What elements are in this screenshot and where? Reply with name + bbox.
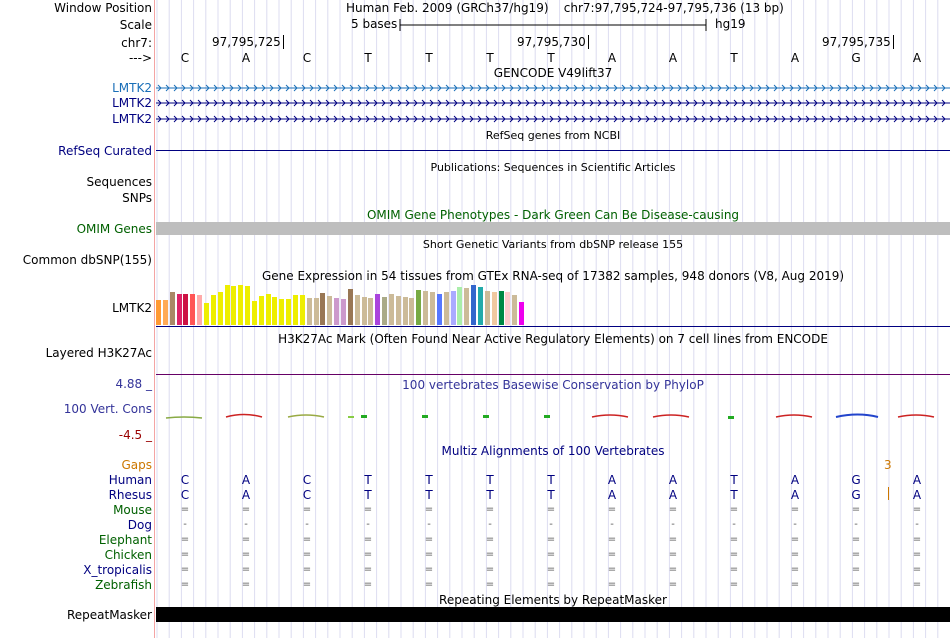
scale-text: 5 bases xyxy=(351,17,398,31)
alignment-cell: = xyxy=(912,564,922,575)
alignment-cell: A xyxy=(607,473,617,487)
base-letter: A xyxy=(607,51,617,65)
gtex-tissue-bar[interactable] xyxy=(238,285,243,325)
gtex-tissue-bar[interactable] xyxy=(190,294,195,325)
alignment-cell: - xyxy=(366,519,370,530)
gtex-tissue-bar[interactable] xyxy=(211,295,216,325)
coord-tick-3: 97,795,735 xyxy=(822,35,894,49)
alignment-cell: = xyxy=(790,534,800,545)
phylop-track-title[interactable]: 100 vertebrates Basewise Conservation by PhyloP xyxy=(402,378,704,392)
alignment-cell: = xyxy=(790,564,800,575)
base-letter: G xyxy=(851,51,861,65)
publications-snps-label[interactable]: SNPs xyxy=(122,191,152,205)
alignment-cell: A xyxy=(912,473,922,487)
alignment-cell: = xyxy=(546,564,556,575)
alignment-cell: = xyxy=(851,534,861,545)
alignment-cell: = xyxy=(851,564,861,575)
refseq-gene-line[interactable] xyxy=(156,150,950,151)
alignment-cell: T xyxy=(486,473,494,487)
scale-db: hg19 xyxy=(715,17,746,31)
gtex-tissue-bar[interactable] xyxy=(259,296,264,325)
gtex-tissue-bar[interactable] xyxy=(320,293,325,325)
alignment-cell: = xyxy=(424,564,434,575)
alignment-cell: = xyxy=(485,564,495,575)
base-letter: C xyxy=(180,51,190,65)
multiz-gaps-label[interactable]: Gaps xyxy=(121,458,152,472)
alignment-cell: - xyxy=(244,519,248,530)
alignment-cell: = xyxy=(912,549,922,560)
gtex-tissue-bar[interactable] xyxy=(451,291,456,325)
alignment-cell: = xyxy=(485,504,495,515)
alignment-cell: T xyxy=(425,473,433,487)
alignment-cell: = xyxy=(363,549,373,560)
alignment-cell: = xyxy=(180,579,190,590)
base-letter: A xyxy=(912,51,922,65)
alignment-cell: C xyxy=(180,488,190,502)
gtex-tissue-bar[interactable] xyxy=(156,300,161,325)
alignment-cell: A xyxy=(607,488,617,502)
gtex-tissue-bar[interactable] xyxy=(362,297,367,325)
gtex-tissue-bar[interactable] xyxy=(266,294,271,325)
gtex-tissue-bar[interactable] xyxy=(279,299,284,325)
gtex-tissue-bar[interactable] xyxy=(471,285,476,325)
alignment-cell: = xyxy=(668,549,678,560)
alignment-cell: = xyxy=(485,549,495,560)
base-letter: C xyxy=(302,51,312,65)
alignment-cell: = xyxy=(363,504,373,515)
alignment-cell: - xyxy=(732,519,736,530)
alignment-cell: = xyxy=(363,564,373,575)
alignment-cell: = xyxy=(180,564,190,575)
gtex-tissue-bar[interactable] xyxy=(197,295,202,325)
alignment-cell: T xyxy=(425,488,433,502)
species-label-chicken[interactable]: Chicken xyxy=(104,548,152,562)
gtex-tissue-bar[interactable] xyxy=(307,298,312,325)
alignment-cell: A xyxy=(241,488,251,502)
alignment-cell: = xyxy=(912,579,922,590)
window-position-label: Window Position xyxy=(54,1,152,15)
alignment-cell: = xyxy=(912,534,922,545)
base-letter: T xyxy=(364,51,372,65)
alignment-cell: C xyxy=(180,473,190,487)
gtex-tissue-bar[interactable] xyxy=(272,297,277,325)
gtex-expression-bars[interactable] xyxy=(156,285,536,325)
alignment-cell: - xyxy=(671,519,675,530)
gtex-tissue-bar[interactable] xyxy=(389,294,394,325)
alignment-cell: T xyxy=(364,488,372,502)
gtex-tissue-bar[interactable] xyxy=(409,298,414,325)
gtex-tissue-bar[interactable] xyxy=(245,286,250,325)
assembly-title[interactable]: Human Feb. 2009 (GRCh37/hg19) chr7:97,795,724-97,795,736 (13 bp) xyxy=(346,1,784,15)
alignment-cell: T xyxy=(547,473,555,487)
scale-bar xyxy=(398,17,710,33)
phylop-track-label[interactable]: 100 Vert. Cons xyxy=(63,402,152,416)
alignment-cell: - xyxy=(610,519,614,530)
refseq-curated-label[interactable]: RefSeq Curated xyxy=(58,144,152,158)
species-label-elephant[interactable]: Elephant xyxy=(98,533,152,547)
alignment-cell: = xyxy=(546,504,556,515)
alignment-cell: = xyxy=(241,504,251,515)
gtex-tissue-bar[interactable] xyxy=(341,299,346,325)
refseq-track-title[interactable]: RefSeq genes from NCBI xyxy=(485,129,621,142)
multiz-gap-marker xyxy=(888,487,889,500)
base-letter: A xyxy=(668,51,678,65)
alignment-cell: = xyxy=(790,504,800,515)
alignment-cell: - xyxy=(305,519,309,530)
alignment-cell: A xyxy=(912,488,922,502)
gtex-tissue-bar[interactable] xyxy=(368,298,373,325)
alignment-cell: C xyxy=(302,488,312,502)
alignment-cell: = xyxy=(790,549,800,560)
gtex-tissue-bar[interactable] xyxy=(355,295,360,325)
alignment-cell: = xyxy=(668,504,678,515)
gencode-gene-label-1[interactable]: LMTK2 xyxy=(112,81,152,95)
alignment-cell: = xyxy=(424,504,434,515)
alignment-cell: = xyxy=(241,579,251,590)
gtex-tissue-bar[interactable] xyxy=(457,287,462,325)
gencode-track-title[interactable]: GENCODE V49lift37 xyxy=(493,66,613,80)
alignment-cell: = xyxy=(729,504,739,515)
gtex-tissue-bar[interactable] xyxy=(348,289,353,325)
alignment-cell: - xyxy=(427,519,431,530)
alignment-cell: - xyxy=(549,519,553,530)
alignment-cell: = xyxy=(729,579,739,590)
alignment-cell: A xyxy=(668,488,678,502)
species-label-x_tropicalis[interactable]: X_tropicalis xyxy=(83,563,152,577)
alignment-cell: = xyxy=(546,549,556,560)
gtex-tissue-bar[interactable] xyxy=(334,298,339,325)
alignment-cell: = xyxy=(241,549,251,560)
gtex-tissue-bar[interactable] xyxy=(437,294,442,325)
gtex-tissue-bar[interactable] xyxy=(396,296,401,325)
alignment-cell: = xyxy=(180,549,190,560)
alignment-cell: = xyxy=(180,504,190,515)
scale-label: Scale xyxy=(119,18,152,32)
gtex-tissue-bar[interactable] xyxy=(225,285,230,325)
alignment-cell: = xyxy=(546,579,556,590)
alignment-cell: = xyxy=(241,564,251,575)
dbsnp-label[interactable]: Common dbSNP(155) xyxy=(22,253,152,267)
gtex-gene-line xyxy=(156,326,950,327)
gtex-tissue-bar[interactable] xyxy=(430,292,435,325)
gtex-tissue-bar[interactable] xyxy=(375,294,380,325)
alignment-cell: A xyxy=(241,473,251,487)
alignment-cell: = xyxy=(424,579,434,590)
gtex-tissue-bar[interactable] xyxy=(183,294,188,325)
species-label-human[interactable]: Human xyxy=(108,473,152,487)
alignment-cell: = xyxy=(546,534,556,545)
base-letter: T xyxy=(425,51,433,65)
gtex-tissue-bar[interactable] xyxy=(382,297,387,325)
gtex-tissue-bar[interactable] xyxy=(293,295,298,325)
gtex-gene-label[interactable]: LMTK2 xyxy=(112,301,152,315)
species-label-rhesus[interactable]: Rhesus xyxy=(108,488,152,502)
gtex-track-title[interactable]: Gene Expression in 54 tissues from GTEx RNA-seq of 17382 samples, 948 donors (V8, Aug 2019) xyxy=(261,269,845,283)
alignment-cell: = xyxy=(729,564,739,575)
omim-gene-bar[interactable] xyxy=(156,222,950,235)
alignment-cell: T xyxy=(486,488,494,502)
alignment-cell: = xyxy=(668,564,678,575)
alignment-cell: = xyxy=(302,579,312,590)
gtex-tissue-bar[interactable] xyxy=(499,291,504,325)
repeatmasker-element-bar[interactable] xyxy=(156,607,950,622)
chr-label: chr7: xyxy=(121,36,152,50)
gtex-tissue-bar[interactable] xyxy=(485,291,490,325)
gencode-gene-label-3[interactable]: LMTK2 xyxy=(112,112,152,126)
publications-track-title[interactable]: Publications: Sequences in Scientific Articles xyxy=(430,161,676,174)
gtex-tissue-bar[interactable] xyxy=(300,295,305,325)
gtex-tissue-bar[interactable] xyxy=(231,286,236,325)
alignment-cell: = xyxy=(302,564,312,575)
alignment-cell: G xyxy=(851,488,861,502)
gtex-tissue-bar[interactable] xyxy=(464,288,469,325)
alignment-cell: - xyxy=(854,519,858,530)
alignment-cell: - xyxy=(488,519,492,530)
alignment-cell: = xyxy=(851,579,861,590)
alignment-cell: A xyxy=(668,473,678,487)
h3k27ac-track-title[interactable]: H3K27Ac Mark (Often Found Near Active Regulatory Elements) on 7 cell lines from ENCODE xyxy=(278,332,828,346)
gtex-tissue-bar[interactable] xyxy=(286,299,291,325)
gencode-gene-label-2[interactable]: LMTK2 xyxy=(112,96,152,110)
publications-sequences-label[interactable]: Sequences xyxy=(86,175,152,189)
alignment-cell: - xyxy=(183,519,187,530)
alignment-cell: = xyxy=(729,534,739,545)
base-letter: T xyxy=(547,51,555,65)
alignment-cell: = xyxy=(607,564,617,575)
h3k27ac-label[interactable]: Layered H3K27Ac xyxy=(45,346,152,360)
phylop-wiggle[interactable] xyxy=(156,408,950,424)
alignment-cell: = xyxy=(363,579,373,590)
gtex-tissue-bar[interactable] xyxy=(416,290,421,325)
alignment-cell: G xyxy=(851,473,861,487)
species-label-dog[interactable]: Dog xyxy=(127,518,152,532)
alignment-cell: = xyxy=(729,549,739,560)
alignment-cell: = xyxy=(363,534,373,545)
multiz-gap-count[interactable]: 3 xyxy=(884,458,892,472)
alignment-cell: = xyxy=(668,579,678,590)
gtex-tissue-bar[interactable] xyxy=(314,298,319,325)
coord-tick-2: 97,795,730 xyxy=(517,35,589,49)
gtex-tissue-bar[interactable] xyxy=(444,292,449,325)
gtex-tissue-bar[interactable] xyxy=(478,287,483,325)
gtex-tissue-bar[interactable] xyxy=(492,292,497,325)
gtex-tissue-bar[interactable] xyxy=(252,301,257,325)
alignment-cell: T xyxy=(547,488,555,502)
species-label-mouse[interactable]: Mouse xyxy=(113,503,152,517)
phylop-max-label: 4.88 _ xyxy=(115,377,152,391)
gtex-tissue-bar[interactable] xyxy=(423,291,428,325)
alignment-cell: = xyxy=(607,549,617,560)
gtex-tissue-bar[interactable] xyxy=(218,292,223,325)
alignment-cell: = xyxy=(668,534,678,545)
alignment-cell: = xyxy=(851,549,861,560)
alignment-cell: = xyxy=(485,534,495,545)
alignment-cell: - xyxy=(915,519,919,530)
strand-label: ---> xyxy=(128,51,152,65)
position-text: chr7:97,795,724-97,795,736 (13 bp) xyxy=(563,1,784,15)
alignment-cell: = xyxy=(180,534,190,545)
alignment-cell: = xyxy=(790,579,800,590)
alignment-cell: A xyxy=(790,488,800,502)
alignment-cell: A xyxy=(790,473,800,487)
alignment-cell: = xyxy=(424,534,434,545)
gtex-tissue-bar[interactable] xyxy=(170,292,175,325)
alignment-cell: = xyxy=(607,504,617,515)
omim-genes-label[interactable]: OMIM Genes xyxy=(76,222,152,236)
alignment-cell: = xyxy=(851,504,861,515)
alignment-cell: T xyxy=(364,473,372,487)
gtex-tissue-bar[interactable] xyxy=(204,303,209,325)
alignment-cell: = xyxy=(912,504,922,515)
base-letter: T xyxy=(486,51,494,65)
alignment-cell: C xyxy=(302,473,312,487)
alignment-cell: = xyxy=(302,534,312,545)
alignment-cell: = xyxy=(241,534,251,545)
alignment-cell: = xyxy=(607,579,617,590)
species-label-zebrafish[interactable]: Zebrafish xyxy=(95,578,152,592)
gtex-tissue-bar[interactable] xyxy=(327,296,332,325)
gtex-tissue-bar[interactable] xyxy=(512,295,517,325)
alignment-cell: T xyxy=(730,473,738,487)
gtex-tissue-bar[interactable] xyxy=(505,292,510,325)
multiz-track-title[interactable]: Multiz Alignments of 100 Vertebrates xyxy=(441,444,665,458)
coord-tick-1: 97,795,725 xyxy=(212,35,284,49)
gtex-tissue-bar[interactable] xyxy=(177,294,182,325)
h3k27ac-baseline xyxy=(156,374,950,375)
base-letter: T xyxy=(730,51,738,65)
gtex-tissue-bar[interactable] xyxy=(519,302,524,325)
gtex-tissue-bar[interactable] xyxy=(403,297,408,325)
gencode-gene-lines[interactable] xyxy=(156,80,950,126)
repeatmasker-label[interactable]: RepeatMasker xyxy=(66,608,152,622)
alignment-cell: = xyxy=(424,549,434,560)
phylop-min-label: -4.5 _ xyxy=(118,428,152,442)
alignment-cell: = xyxy=(607,534,617,545)
alignment-cell: - xyxy=(793,519,797,530)
alignment-cell: = xyxy=(302,504,312,515)
repeatmasker-track-title[interactable]: Repeating Elements by RepeatMasker xyxy=(439,593,667,607)
base-letter: A xyxy=(790,51,800,65)
omim-track-title[interactable]: OMIM Gene Phenotypes - Dark Green Can Be Disease-causing xyxy=(366,208,740,222)
dbsnp-track-title[interactable]: Short Genetic Variants from dbSNP release 155 xyxy=(422,238,684,251)
base-letter: A xyxy=(241,51,251,65)
alignment-cell: = xyxy=(302,549,312,560)
alignment-cell: = xyxy=(485,579,495,590)
alignment-cell: T xyxy=(730,488,738,502)
image-left-border xyxy=(154,0,155,638)
gtex-tissue-bar[interactable] xyxy=(163,300,168,325)
